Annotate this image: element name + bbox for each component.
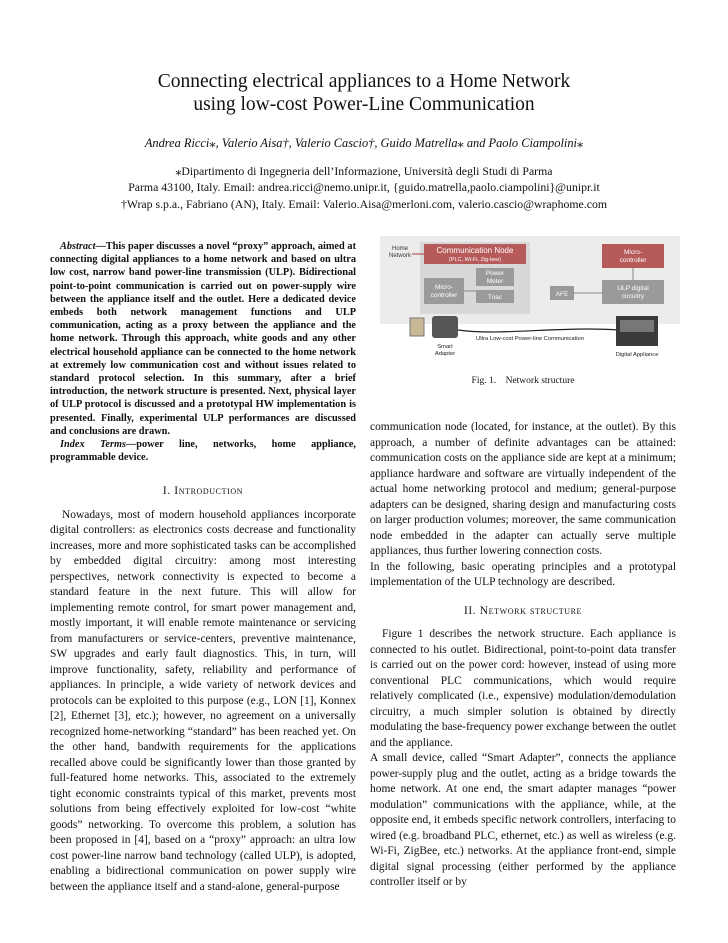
affiliation-1: ⁎Dipartimento di Ingegneria dell’Informazione, Università degli Studi di Parma: [175, 164, 553, 178]
intro-paragraph: Nowadays, most of modern household appliances incorporate digital controllers: as electronics costs decrease and functionality increases, more and more sophisticated tasks can be accomplished by embedded digital circuitry: among most interesting perspectives, network connectivity is expected to become a standard feature in the next future. This will allow for implementing remote control, for smart power management and, mostly important, it will enable remote maintenance or servicing from manufacturers or service-centers, preventive maintenance, SW upgrades and early fault diagnostics. This, in turn, will improve functionality, safety, reliability and performance of appliances. In principle, a wide variety of network devices and protocols can be exploited to this purpose (e.g., LON [1], Konnex [2], Ethernet [3], etc.); however, no agreement on a universally recognized home-networking “standard” has been reached yet. On the other hand, bandwith requirements for the applications recalled above could be significantly lower than those granted by full-featured home networks. This, associated to the extremely tight economic constraints typical of this market, prevents most solutions from being effectively exploited for low-cost “white goods” networking. To overcome this problem, a solution has been proposed in [4], based on a “proxy” approach: an ultra low cost power-line narrow band technology (called ULP), is adopted, enabling a bidirectional communication on power supply wire between the appliance itself and a stand-alone, general-purpose: [50, 508, 356, 893]
network-structure-figure: [380, 236, 680, 366]
micro-left-label: Micro-controller: [430, 284, 458, 299]
right-paragraph-2: In the following, basic operating principles and a prototypal implementation of the ULP technology are described.: [370, 560, 676, 588]
abstract-text: —This paper discusses a novel “proxy” approach, aimed at connecting digital appliances to a home network and based on ultra low cost, narrow band power-line transmission (ULP). Bidirectional point-to-point communication is carried out on power-supply wire between the appliance itself and the outlet. Here a dedicated device embeds both network management functions and ULP communication, acting as a proxy between the appliance and the home network. Through this approach, white goods and any other electrical household appliance can be connected to the home network at extremely low communication cost and without issues related to standard protocol selection. In this summary, after a brief introduction, the network structure is presented. Next, physical layer of ULP protocol is discussed and a prototypal HW implementation is presented. Finally, experimental ULP performances are discussed and conclusions are drawn.: [50, 241, 356, 437]
paper-title: [0, 70, 728, 116]
author-list: Andrea Ricci⁎, Valerio Aisa†, Valerio Cascio†, Guido Matrella⁎ and Paolo Ciampolini⁎: [144, 136, 584, 150]
section-title: Network structure: [479, 604, 583, 617]
figure-caption: [370, 376, 676, 386]
right-column: [370, 420, 676, 891]
outlet-icon: [410, 318, 424, 336]
title-line-1: Connecting electrical appliances to a Home Network: [157, 71, 571, 92]
left-column: [50, 240, 356, 895]
index-terms-text: —power line, networks, home appliance, programmable device.: [50, 439, 356, 464]
micro-right-label: Micro-controller: [619, 249, 647, 264]
micro-left-box: [424, 278, 464, 304]
network-paragraph-1: Figure 1 describes the network structure. Each appliance is connected to his outlet. Bidirectional, point-to-point data transfer is carried out on the power cord: however, instead of using more conventional PLC communications, which would require relatively complicated (i.e., expensive) modulation/demodulation circuitry, a much simpler solution is obtained by directly modulating the base-frequency power exchange between the outlet and the appliance.: [370, 628, 676, 749]
power-cord: [458, 329, 618, 332]
section-number: II.: [463, 604, 477, 617]
micro-right-box: [602, 244, 664, 268]
digital-appliance-label: Digital Appliance: [615, 352, 659, 358]
affiliation-3: †Wrap s.p.a., Fabriano (AN), Italy. Email: Valerio.Aisa@merloni.com, valerio.cascio@wraphome.com: [120, 197, 608, 211]
section-title: Introduction: [174, 485, 244, 498]
ulp-circuitry-label: ULP digital circuitry: [617, 285, 649, 300]
appliance-panel: [620, 320, 654, 332]
power-meter-label: Power Meter: [485, 270, 505, 285]
section-heading-network: [370, 604, 676, 620]
network-paragraph-2: A small device, called “Smart Adapter”, connects the appliance power-supply plug and the outlet, acting as a bridge towards the home network. At one end, the smart adapter manages “power modulation” communications with the appliance, while, at the opposite end, it embeds specific network controllers, interfacing to wired (e.g. broadband PLC, ethernet, etc.) as well as wireless (e.g. Wi-Fi, ZigBee, etc.) networks. At the appliance front-end, simple digital signal processing (either performed by the appliance controller itself or by: [370, 752, 676, 888]
section-number: I.: [162, 485, 171, 498]
afe-label: AFE: [555, 291, 569, 298]
affiliation-2: Parma 43100, Italy. Email: andrea.ricci@nemo.unipr.it, {guido.matrella,paolo.ciampolini}@unipr.it: [128, 180, 600, 194]
ulp-link-label: Ultra Low-cost Power-line Communication: [476, 336, 584, 342]
section-heading-introduction: [50, 484, 356, 500]
abstract: [50, 240, 356, 464]
caption-text: Network structure: [505, 376, 575, 386]
caption-number: Fig. 1.: [471, 376, 497, 386]
smart-adapter-icon: [432, 316, 458, 338]
title-line-2: using low-cost Power-Line Communication: [193, 94, 535, 115]
abstract-label: Abstract: [60, 241, 96, 252]
triac-label: Triac: [487, 294, 503, 301]
home-network-label: Home Network: [388, 246, 412, 259]
comm-node-sub: (PLC, Wi-Fi, Zig-bee): [449, 257, 501, 263]
comm-node-label: Communication Node: [436, 246, 514, 255]
index-terms-label: Index Terms: [60, 439, 126, 451]
right-paragraph-1: communication node (located, for instance, at the outlet). By this approach, a number of definite advantages can be attained: communication costs on the appliance side are kept at a minimum; appliance hardware and software are virtually independent of the actual home networking protocol and medium; general-purpose adapters can be designed, sharing design and manufacturing costs on larger production volumes; moreover, the same communication node embedded in the adapter can actually serve multiple appliances, thus further lowering connection costs.: [370, 421, 676, 557]
smart-adapter-label: Smart Adapter: [434, 344, 456, 357]
ulp-circuitry-box: [602, 280, 664, 304]
